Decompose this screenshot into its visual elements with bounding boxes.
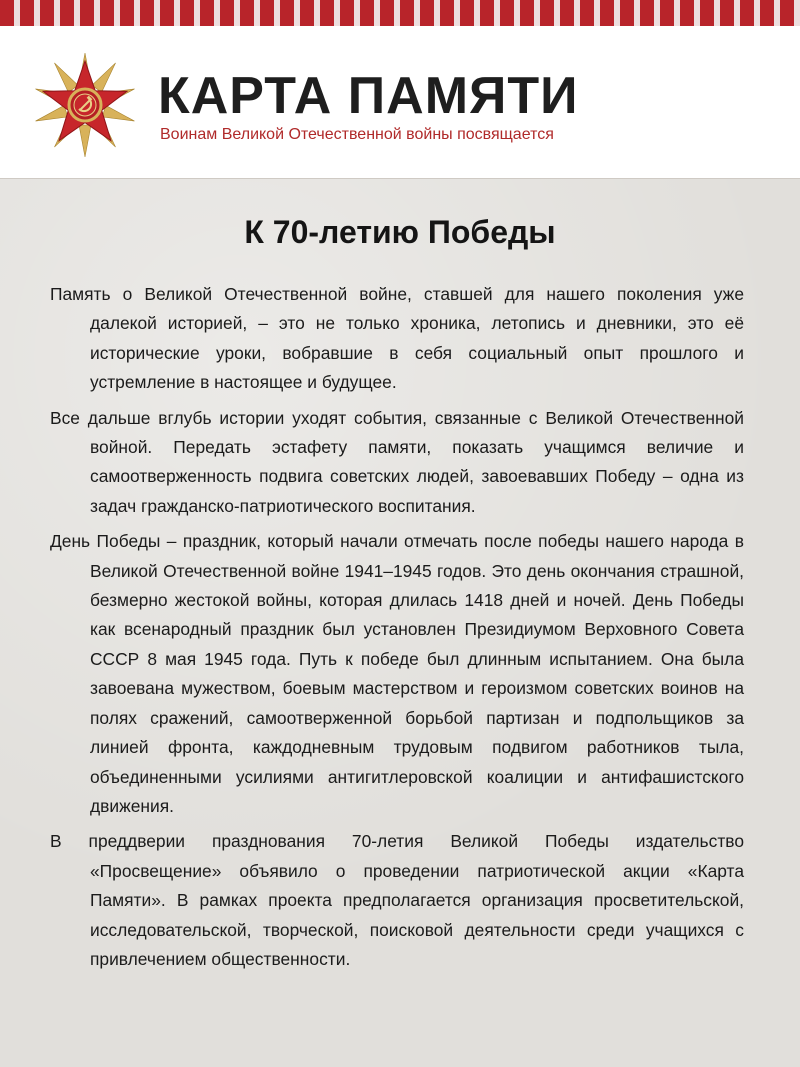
- top-ribbon: [0, 0, 800, 26]
- article-paragraph: День Победы – праздник, который начали отмечать после победы нашего народа в Великой Отечественной войне 1941–1945 годов. Это день окончания страшной, безмерно жестокой войны, которая длилась 1418 дней и ночей. День Победы как всенародный праздник был установлен Президиумом Верховного Совета СССР 8 мая 1945 года. Путь к победе был длинным испытанием. Она была завоевана мужеством, боевым мастерством и героизмом советских воинов на полях сражений, самоотверженной борьбой партизан и подпольщиков за линией фронта, каждодневным трудовым подвигом работников тыла, объединенными усилиями антигитлеровской коалиции и антифашистского движения.: [50, 531, 744, 816]
- page-title: К 70-летию Победы: [244, 214, 556, 250]
- header-banner: [0, 26, 800, 179]
- order-of-patriotic-war-icon: [30, 50, 140, 160]
- article-paragraph: Память о Великой Отечественной войне, ставшей для нашего поколения уже далекой историей, – это не только хроника, летопись и дневники, это её исторические уроки, вобравшие в себя социальный опыт прошлого и устремление в настоящее и будущее.: [50, 284, 744, 393]
- site-subtitle: Воинам Великой Отечественной войны посвящается: [160, 126, 554, 143]
- site-title: КАРТА ПАМЯТИ: [158, 67, 579, 125]
- article-body: [50, 280, 744, 980]
- article-paragraph: Все дальше вглубь истории уходят события, связанные с Великой Отечественной войной. Передать эстафету памяти, показать учащимся величие и самоотверженность подвига советских людей, завоевавших Победу – одна из задач гражданско-патриотического воспитания.: [50, 407, 744, 516]
- article-paragraph: В преддверии празднования 70-летия Великой Победы издательство «Просвещение» объявило о проведении патриотической акции «Карта Памяти». В рамках проекта предполагается организация просветительской, исследовательской, творческой, поисковой деятельности среди учащихся с привлечением общественности.: [50, 831, 744, 969]
